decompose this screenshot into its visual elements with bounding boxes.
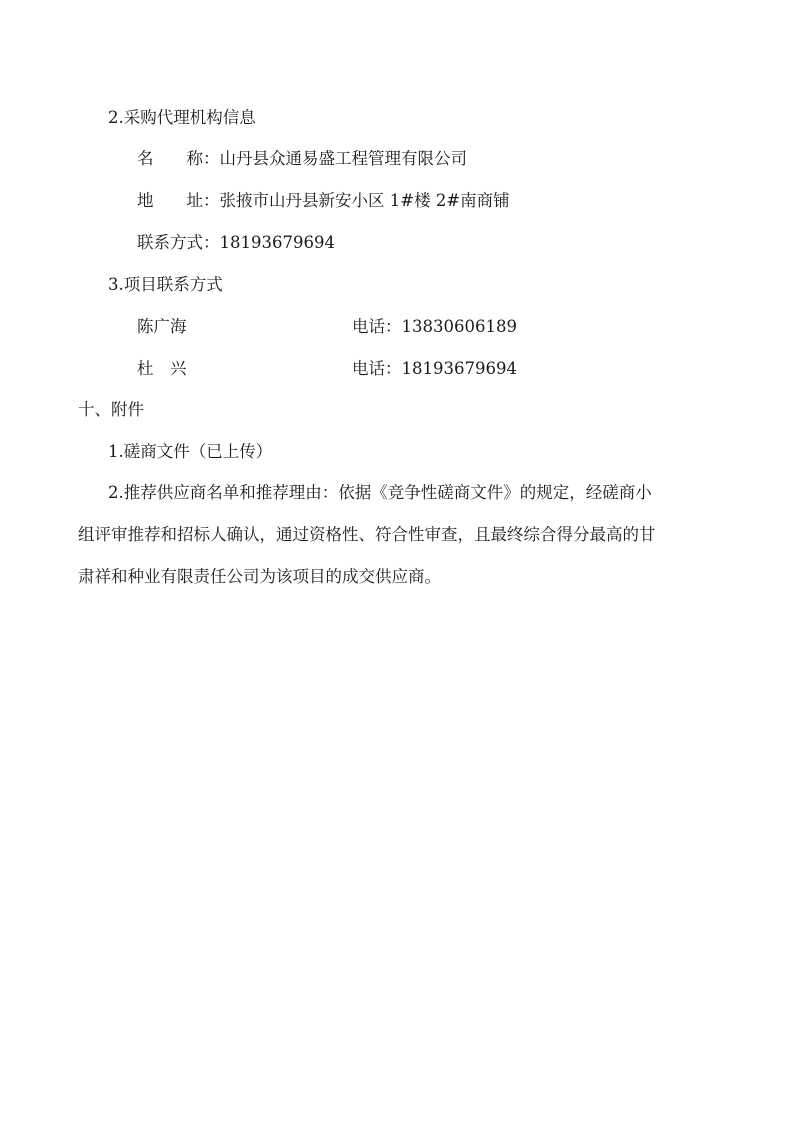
project-contact-heading: 3.项目联系方式 — [108, 275, 223, 294]
agency-heading: 2.采购代理机构信息 — [108, 108, 256, 127]
agency-contact-row — [137, 232, 335, 254]
contact-phone-row — [352, 316, 517, 338]
contact-phone-row — [352, 358, 517, 380]
phone-value: 18193679694 — [401, 359, 517, 378]
contact-person-name: 杜 兴 — [137, 359, 187, 378]
agency-name-label: 名 称： — [137, 149, 220, 168]
agency-name-row — [137, 148, 467, 170]
phone-value: 13830606189 — [401, 317, 517, 336]
agency-address-value: 张掖市山丹县新安小区 1#楼 2#南商铺 — [219, 191, 510, 210]
agency-name-value: 山丹县众通易盛工程管理有限公司 — [219, 149, 467, 168]
attachment-item-2-line-2: 组评审推荐和招标人确认，通过资格性、符合性审查，且最终综合得分最高的甘 — [78, 525, 656, 544]
phone-label: 电话： — [352, 317, 402, 336]
agency-contact-value: 18193679694 — [219, 233, 335, 252]
attachment-item-1: 1.磋商文件（已上传） — [108, 442, 273, 461]
attachment-item-2-line-3: 肃祥和种业有限责任公司为该项目的成交供应商。 — [78, 567, 441, 586]
agency-contact-label: 联系方式： — [137, 233, 220, 252]
agency-address-row — [137, 190, 510, 212]
contact-person-name: 陈广海 — [137, 317, 187, 336]
phone-label: 电话： — [352, 359, 402, 378]
attachments-heading: 十、附件 — [78, 400, 144, 419]
agency-address-label: 地 址： — [137, 191, 220, 210]
attachment-item-2-line-1: 2.推荐供应商名单和推荐理由：依据《竞争性磋商文件》的规定，经磋商小 — [108, 483, 652, 502]
